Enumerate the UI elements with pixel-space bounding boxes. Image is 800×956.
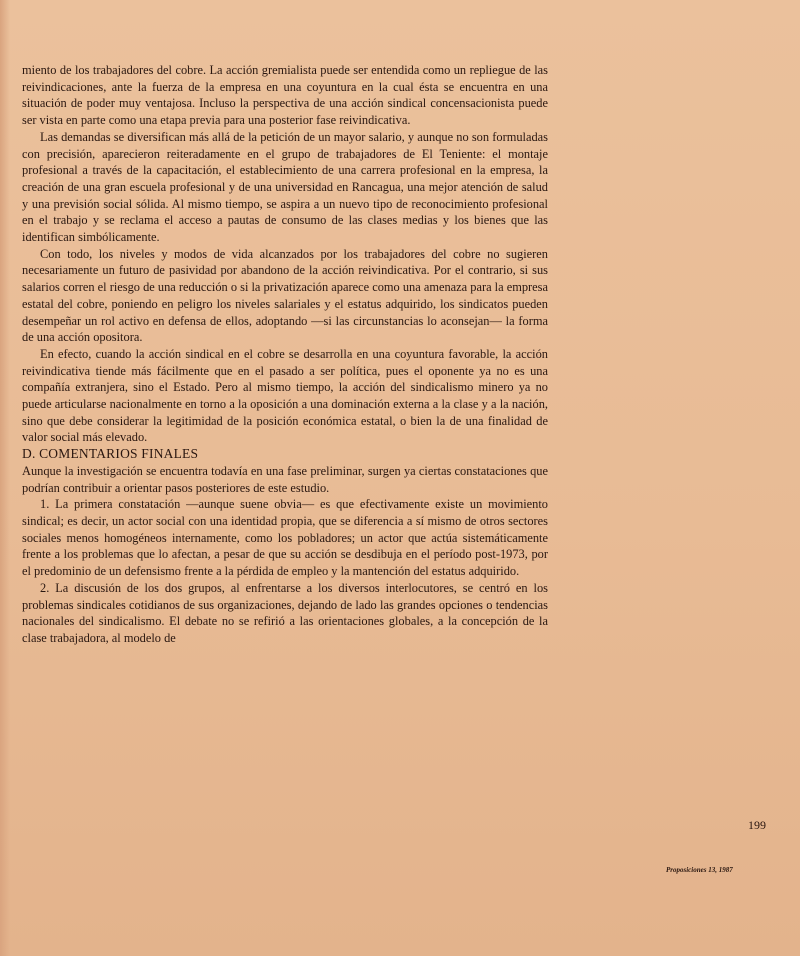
paragraph: Con todo, los niveles y modos de vida alcanzados por los trabajadores del cobre no sugieren necesariamente un futuro de pasividad por abandono de la acción reivindicativa. Por el contrario, si sus salarios corren el riesgo de una reducción o si la privatización aparece como una amenaza para la empresa estatal del cobre, poniendo en peligro los niveles salariales y el estatus adquirido, los sindicatos pueden desempeñar un rol activo en defensa de ellos, adoptando —si las circunstancias lo aconsejan— la forma de una acción opositora.: [22, 246, 548, 345]
journal-footer: Proposiciones 13, 1987: [666, 866, 733, 874]
page-number: 199: [748, 818, 766, 832]
text-column: [22, 62, 548, 647]
numbered-paragraph: 2. La discusión de los dos grupos, al enfrentarse a los diversos interlocutores, se centró en los problemas sindicales cotidianos de sus organizaciones, dejando de lado las grandes opciones o tendencias nacionales del sindicalismo. El debate no se refirió a las orientaciones globales, a la concepción de la clase trabajadora, al modelo de: [22, 580, 548, 645]
page-edge-shadow: [0, 0, 10, 956]
section-heading: D. COMENTARIOS FINALES: [22, 446, 199, 462]
paragraph: Las demandas se diversifican más allá de la petición de un mayor salario, y aunque no son formuladas con precisión, aparecieron reiteradamente en el grupo de trabajadores de El Teniente: el montaje profesional a través de la capacitación, el establecimiento de una carrera profesional en la empresa, la creación de una gran escuela profesional y de una universidad en Rancagua, una mejor atención de salud y una previsión social sólida. Al mismo tiempo, se aspira a un nuevo tipo de reconocimiento profesional en el trabajo y se reclama el acceso a pautas de consumo de las clases medias y los bienes que las identifican simbólicamente.: [22, 129, 548, 245]
paragraph: miento de los trabajadores del cobre. La acción gremialista puede ser entendida como un repliegue de las reivindicaciones, ante la fuerza de la empresa en una coyuntura en la cual ésta se encuentra en una situación de poder muy ventajosa. Incluso la perspectiva de una acción sindical concensacionista puede ser vista en parte como una etapa previa para una posterior fase reivindicativa.: [22, 63, 548, 128]
paragraph: Aunque la investigación se encuentra todavía en una fase preliminar, surgen ya ciertas constataciones que podrían contribuir a orientar pasos posteriores de este estudio.: [22, 463, 548, 495]
paragraph: En efecto, cuando la acción sindical en el cobre se desarrolla en una coyuntura favorable, la acción reivindicativa tiende más fácilmente que en el pasado a ser política, pues el oponente ya no es una compañía extranjera, sino el Estado. Pero al mismo tiempo, la acción del sindicalismo minero ya no puede articularse nacionalmente en torno a la oposición a una dominación externa a la clase y a la nación, sino que debe considerar la legitimidad de la posición económica estatal, o bien la de una finalidad de valor social más elevado.: [22, 346, 548, 445]
numbered-paragraph: 1. La primera constatación —aunque suene obvia— es que efectivamente existe un movimiento sindical; es decir, un actor social con una identidad propia, que se diferencia a sí mismo de otros sectores sociales menos homogéneos internamente, como los pobladores; un actor que actúa sistemáticamente frente a los problemas que lo afectan, a pesar de que su acción se desdibuja en el período post-1973, por el predominio de un defensismo frente a la pérdida de empleo y la mantención del estatus adquirido.: [22, 497, 548, 579]
